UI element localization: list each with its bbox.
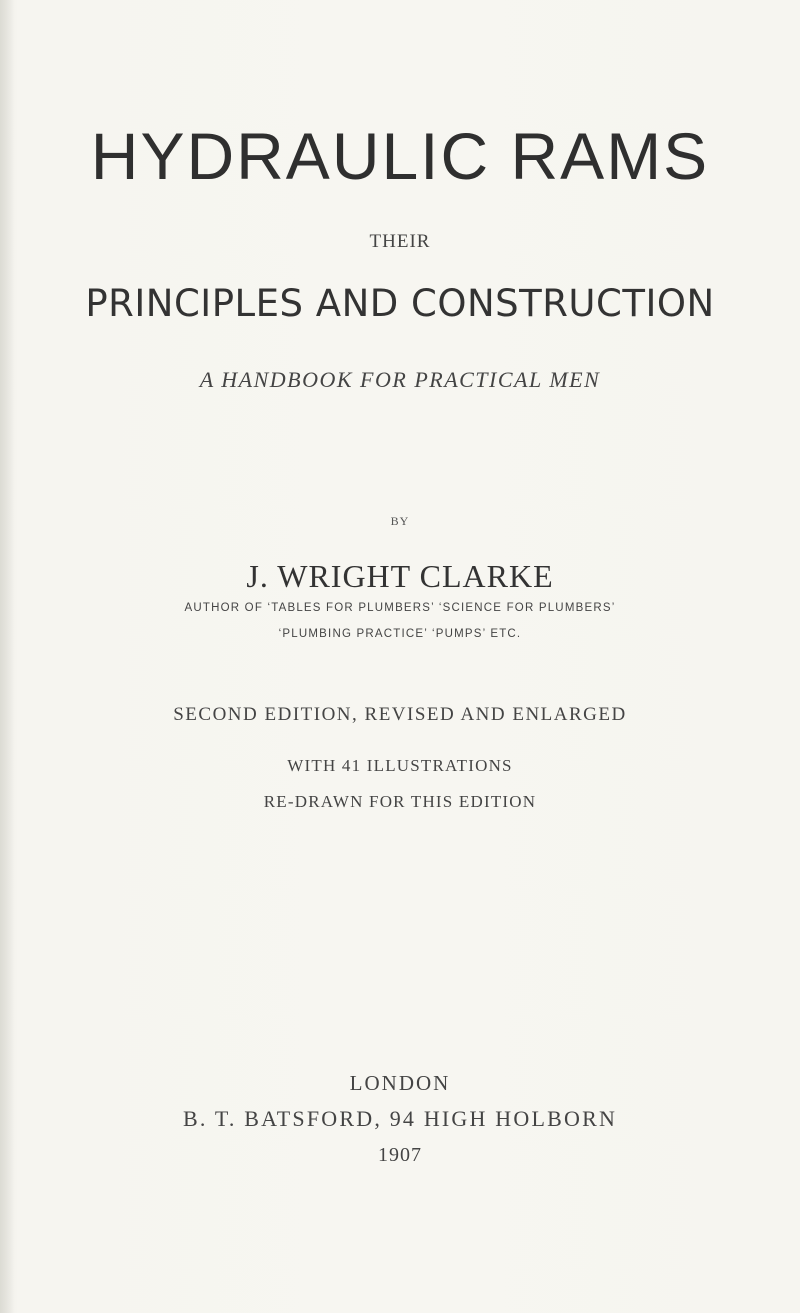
illustrations-line-2: RE-DRAWN FOR THIS EDITION xyxy=(263,792,537,811)
publication-city: LONDON xyxy=(349,1071,451,1095)
book-title: HYDRAULIC RAMS xyxy=(90,119,710,193)
publication-year: 1907 xyxy=(378,1144,422,1166)
by-label: BY xyxy=(390,514,410,528)
book-subtitle: PRINCIPLES AND CONSTRUCTION xyxy=(85,282,715,325)
author-credits-line-1: AUTHOR OF ‘TABLES FOR PLUMBERS’ ‘SCIENCE FOR PLUMBERS’ xyxy=(184,602,616,614)
title-connector: THEIR xyxy=(369,231,431,252)
book-tagline: A HANDBOOK FOR PRACTICAL MEN xyxy=(199,367,601,392)
edition-statement: SECOND EDITION, REVISED AND ENLARGED xyxy=(173,704,627,725)
author-name: J. WRIGHT CLARKE xyxy=(246,558,554,594)
publisher-imprint: B. T. BATSFORD, 94 HIGH HOLBORN xyxy=(182,1106,618,1131)
illustrations-line-1: WITH 41 ILLUSTRATIONS xyxy=(287,756,513,775)
author-credits-line-2: ‘PLUMBING PRACTICE’ ‘PUMPS’ ETC. xyxy=(278,628,522,640)
